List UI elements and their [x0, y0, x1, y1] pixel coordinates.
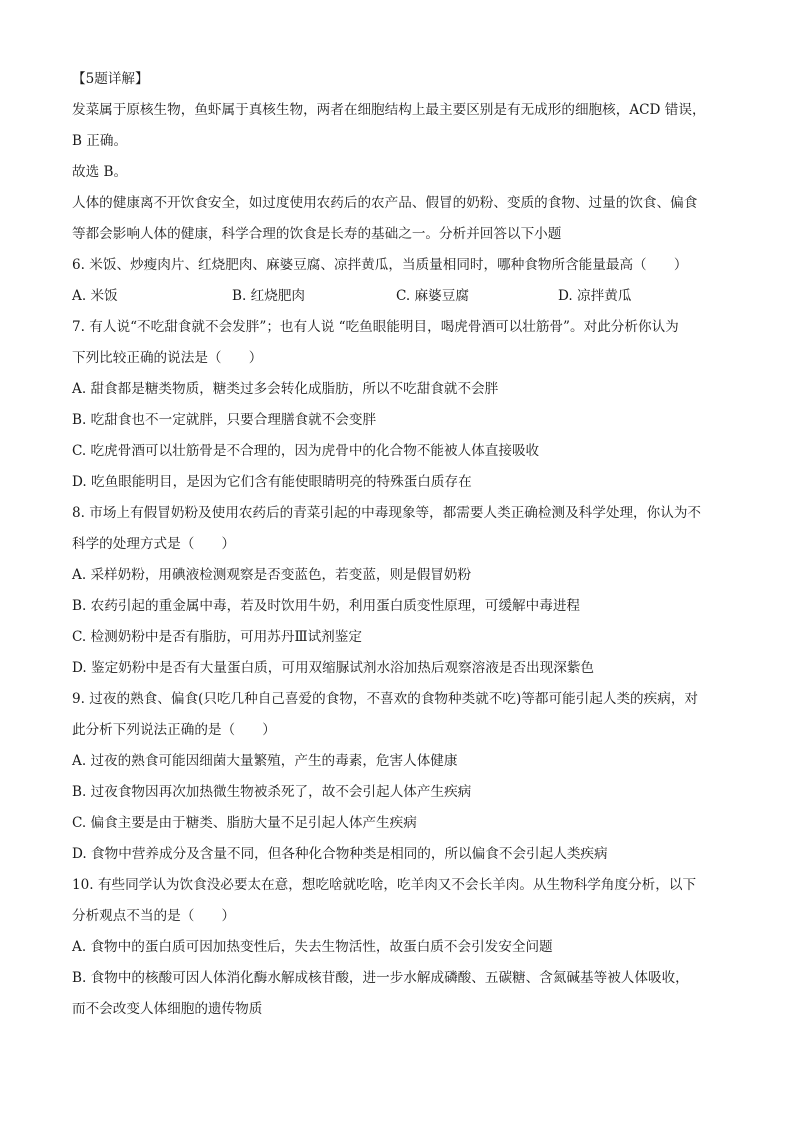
q8-stem-line-1: 8. 市场上有假冒奶粉及使用农药后的青菜引起的中毒现象等，都需要人类正确检测及科学处理，你认为不 — [72, 505, 702, 521]
q7-option-c: C. 吃虎骨酒可以壮筋骨是不合理的，因为虎骨中的化合物不能被人体直接吸收 — [72, 443, 540, 459]
q9-option-c: C. 偏食主要是由于糖类、脂肪大量不足引起人体产生疾病 — [72, 815, 417, 831]
q7-stem-line-2: 下列比较正确的说法是（ ） — [72, 350, 263, 366]
q5-header: 【5题详解】 — [72, 71, 149, 87]
q7-option-a: A. 甜食都是糖类物质，糖类过多会转化成脂肪，所以不吃甜食就不会胖 — [72, 381, 499, 397]
q10-option-b-continued: 而不会改变人体细胞的遗传物质 — [72, 1001, 263, 1017]
q8-stem-line-2: 科学的处理方式是（ ） — [72, 536, 236, 552]
intro-line-2: 等都会影响人体的健康，科学合理的饮食是长寿的基础之一。分析并回答以下小题 — [72, 226, 562, 242]
q8-option-b: B. 农药引起的重金属中毒，若及时饮用牛奶，利用蛋白质变性原理，可缓解中毒进程 — [72, 598, 581, 614]
q6-option-d: D. 凉拌黄瓜 — [558, 288, 632, 304]
q8-option-c: C. 检测奶粉中是否有脂肪，可用苏丹Ⅲ试剂鉴定 — [72, 629, 362, 645]
q8-option-a: A. 采样奶粉，用碘液检测观察是否变蓝色，若变蓝，则是假冒奶粉 — [72, 567, 472, 583]
intro-line-1: 人体的健康离不开饮食安全，如过度使用农药后的农产品、假冒的奶粉、变质的食物、过量的饮食、偏食 — [72, 195, 698, 211]
q9-stem-line-2: 此分析下列说法正确的是（ ） — [72, 722, 276, 738]
q7-stem-line-1: 7. 有人说“不吃甜食就不会发胖”；也有人说 “吃鱼眼能明目，喝虎骨酒可以壮筋骨”。对此分析你认为 — [72, 319, 679, 335]
q8-option-d: D. 鉴定奶粉中是否有大量蛋白质，可用双缩脲试剂水浴加热后观察溶液是否出现深紫色 — [72, 660, 595, 676]
q6-options — [72, 281, 732, 312]
q10-option-b: B. 食物中的核酸可因人体消化酶水解成核苷酸，进一步水解成磷酸、五碳糖、含氮碱基等被人体吸收， — [72, 970, 689, 986]
q6-option-c: C. 麻婆豆腐 — [396, 288, 469, 304]
q9-option-b: B. 过夜食物因再次加热微生物被杀死了，故不会引起人体产生疾病 — [72, 784, 472, 800]
q9-option-a: A. 过夜的熟食可能因细菌大量繁殖，产生的毒素，危害人体健康 — [72, 753, 458, 769]
q5-explanation-line-1: 发菜属于原核生物，鱼虾属于真核生物，两者在细胞结构上最主要区别是有无成形的细胞核，ACD 错误， — [72, 102, 706, 118]
q7-option-d: D. 吃鱼眼能明目，是因为它们含有能使眼睛明亮的特殊蛋白质存在 — [72, 474, 472, 490]
q5-answer: 故选 B。 — [72, 164, 128, 180]
q6-option-a: A. 米饭 — [72, 288, 118, 304]
q10-option-a: A. 食物中的蛋白质可因加热变性后，失去生物活性，故蛋白质不会引发安全问题 — [72, 939, 553, 955]
q9-option-d: D. 食物中营养成分及含量不同，但各种化合物种类是相同的，所以偏食不会引起人类疾病 — [72, 846, 608, 862]
q9-stem-line-1: 9. 过夜的熟食、偏食(只吃几种自己喜爱的食物，不喜欢的食物种类就不吃)等都可能引起人类的疾病，对 — [72, 691, 699, 707]
q10-stem-line-1: 10. 有些同学认为饮食没必要太在意，想吃啥就吃啥，吃羊肉又不会长羊肉。从生物科学角度分析，以下 — [72, 877, 697, 893]
document-page — [72, 64, 732, 1025]
q5-explanation-line-2: B 正确。 — [72, 133, 128, 149]
q7-option-b: B. 吃甜食也不一定就胖，只要合理膳食就不会变胖 — [72, 412, 377, 428]
q6-option-b: B. 红烧肥肉 — [232, 288, 306, 304]
q10-stem-line-2: 分析观点不当的是（ ） — [72, 908, 236, 924]
q6-stem: 6. 米饭、炒瘦肉片、红烧肥肉、麻婆豆腐、凉拌黄瓜，当质量相同时，哪种食物所含能量最高（ ） — [72, 257, 688, 273]
